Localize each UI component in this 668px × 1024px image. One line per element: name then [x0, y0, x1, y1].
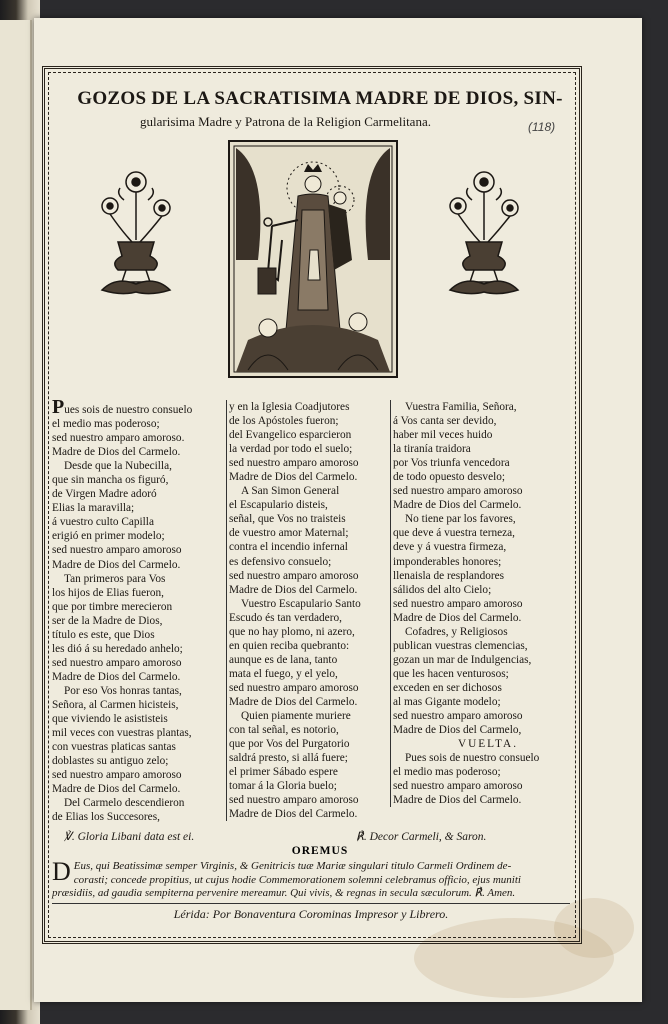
verse-line: contra el incendio infernal: [229, 541, 348, 554]
flower-vase-right-illustration: [444, 160, 524, 310]
verse-line: exceden en ser dichosos: [393, 681, 502, 694]
verse-line: los hijos de Elias fueron,: [52, 586, 165, 599]
verse-line: el Escapulario disteis,: [229, 499, 328, 512]
verse-line: Madre de Dios del Carmelo.: [393, 611, 522, 624]
oremus-heading: OREMUS: [291, 845, 349, 857]
verse-line: doblastes su antiguo zelo;: [52, 755, 169, 768]
flower-vase-left-illustration: [96, 160, 176, 310]
verse-line: Madre de Dios del Carmelo.: [229, 695, 358, 708]
verse-line: sed nuestro amparo amoroso: [52, 656, 182, 669]
verse-line: Madre de Dios del Carmelo.: [52, 783, 181, 796]
verse-line: á vuestro culto Capilla: [52, 516, 154, 529]
stanza-column-1: [52, 396, 224, 824]
verse-line: Madre de Dios del Carmelo.: [52, 446, 181, 459]
verse-line: que por Vos del Purgatorio: [229, 738, 350, 751]
verse-line: que por timbre merecieron: [52, 600, 173, 613]
prayer-drop-cap: D: [52, 857, 71, 886]
verse-line: el primer Sábado espere: [229, 766, 338, 779]
page-subtitle: gularisima Madre y Patrona de la Religion Carmelitana.: [140, 114, 431, 129]
verse-line: llenaisla de resplandores: [393, 569, 505, 582]
verse-line: que les hacen venturosos;: [393, 667, 509, 680]
verse-line: Escudo és tan verdadero,: [229, 611, 342, 624]
verse-line: Madre de Dios del Carmelo,: [393, 724, 522, 737]
verse-line: saldrá presto, si allá fuere;: [229, 752, 348, 765]
verse-line: erigió en primer modelo;: [52, 530, 165, 543]
verse-line: Por eso Vos honras tantas,: [64, 684, 182, 697]
verse-line: No tiene par los favores,: [405, 513, 516, 526]
verse-line: Vuestro Escapulario Santo: [241, 597, 361, 610]
verse-line: mata el fuego, y el yelo,: [229, 667, 338, 680]
virgin-of-carmel-woodcut: [228, 140, 398, 378]
verse-line: sálidos del alto Cielo;: [393, 583, 492, 596]
verse-line: de Virgen Madre adoró: [52, 488, 157, 501]
verse-line: de todo opuesto desvelo;: [393, 471, 506, 484]
verse-line: por Vos triunfa vencedora: [393, 457, 510, 470]
verse-line: al mas Gigante modelo;: [393, 695, 501, 708]
verse-line: sed nuestro amparo amoroso: [229, 457, 359, 470]
prayer-line: corasti; concede propitius, ut cujus hodie Commemorationem solemni celebramus officio, ejus muniti: [73, 873, 521, 886]
verse-line: mil veces con vuestras plantas,: [52, 727, 192, 740]
verse-line: el medio mas poderoso;: [52, 418, 160, 431]
stanza-column-2: [226, 400, 389, 821]
verse-line: deve y á vuestra firmeza,: [393, 541, 507, 554]
verse-line: sed nuestro amparo amoroso: [393, 780, 523, 793]
verse-line: Madre de Dios del Carmelo.: [393, 794, 522, 807]
verse-line: que deve á vuestra terneza,: [393, 527, 515, 540]
verse-line: de los Apóstoles fueron;: [229, 415, 339, 428]
verse-line: es defensivo consuelo;: [229, 555, 332, 568]
verse-line: Madre de Dios del Carmelo.: [229, 808, 358, 821]
vuelta-heading: VUELTA.: [457, 738, 519, 751]
verse-line: tomar á la Gloria buelo;: [229, 780, 337, 793]
verse-line: señal, que Vos no traisteis: [229, 513, 346, 526]
verse-line: que no hay plomo, ni azero,: [229, 625, 355, 638]
adjacent-page-edge: [0, 20, 32, 1010]
verse-line: aunque es de lana, tanto: [229, 653, 338, 666]
verse-line: sed nuestro amparo amoroso: [52, 544, 182, 557]
versicle: ℣. Gloria Libani data est ei.: [64, 831, 195, 843]
verse-line: Pues sois de nuestro consuelo: [405, 752, 540, 765]
verse-line: Señora, al Carmen hicisteis,: [52, 698, 179, 711]
verse-line: les dió á su heredado anhelo;: [52, 642, 183, 655]
verse-line: de vuestro amor Maternal;: [229, 527, 349, 540]
verse-line: que viviendo le asististeis: [52, 713, 168, 726]
verse-line: sed nuestro amparo amoroso: [393, 485, 523, 498]
verse-line: Madre de Dios del Carmelo.: [393, 499, 522, 512]
verse-line: con tal señal, es notorio,: [229, 724, 339, 737]
verse-line: Del Carmelo descendieron: [64, 797, 185, 810]
verse-line: publican vuestras clemencias,: [393, 639, 528, 652]
verse-line: imponderables honores;: [393, 555, 502, 568]
verse-line: de Elias los Succesores,: [52, 811, 160, 824]
verse-line: Tan primeros para Vos: [64, 572, 166, 585]
verse-line: Madre de Dios del Carmelo.: [52, 558, 181, 571]
verse-line: Madre de Dios del Carmelo.: [52, 670, 181, 683]
verse-line: sed nuestro amparo amoroso.: [52, 432, 185, 445]
divider: [52, 903, 570, 904]
handwritten-shelfmark: (118): [528, 120, 556, 134]
closing-prayer: [52, 857, 570, 901]
verse-line: la verdad por todo el suelo;: [229, 443, 353, 456]
verse-line: A San Simon General: [241, 485, 340, 498]
verse-line: ser de la Madre de Dios,: [52, 614, 163, 627]
verse-line: Madre de Dios del Carmelo.: [229, 471, 358, 484]
verse-line: sed nuestro amparo amoroso: [393, 597, 523, 610]
verse-line: sed nuestro amparo amoroso: [229, 569, 359, 582]
column-first-line: Pues sois de nuestro consuelo: [52, 396, 193, 418]
verse-line: Vuestra Familia, Señora,: [405, 401, 517, 413]
verse-line: sed nuestro amparo amoroso: [52, 769, 182, 782]
drop-cap-letter: P: [52, 396, 65, 418]
verse-line: gozan un mar de Indulgencias,: [393, 653, 532, 666]
verse-line: la tiranía traidora: [393, 443, 471, 456]
verse-line: y en la Iglesia Coadjutores: [229, 401, 350, 413]
prayer-line: præsidiis, ad gaudia sempiterna pervenire mereamur. Qui vivis, & regnas in secula sæculorum. ℟. Amen.: [52, 887, 516, 899]
verse-line: á Vos canta ser devido,: [393, 415, 497, 428]
verse-line: Desde que la Nubecilla,: [64, 460, 172, 473]
verse-line: el medio mas poderoso;: [393, 766, 501, 779]
verse-line: Madre de Dios del Carmelo.: [229, 583, 358, 596]
verse-line: sed nuestro amparo amoroso: [393, 710, 523, 723]
verse-line: Cofadres, y Religiosos: [405, 625, 508, 638]
printer-imprint: Lérida: Por Bonaventura Corominas Impresor y Librero.: [173, 907, 449, 921]
verse-line: Quien piamente muriere: [241, 710, 351, 723]
verse-line: que sin mancha os figuró,: [52, 474, 169, 487]
prayer-line: Eus, qui Beatissimæ semper Virginis, & Genitricis tuæ Mariæ singulari titulo Carmeli Ordinem de-: [73, 860, 512, 872]
stanza-column-3: [390, 400, 583, 807]
verse-line: sed nuestro amparo amoroso: [229, 794, 359, 807]
verse-line: sed nuestro amparo amoroso: [229, 681, 359, 694]
verse-line: haber mil veces huido: [393, 429, 493, 442]
verse-line: título es este, que Dios: [52, 628, 155, 641]
verse-line: con vuestras platicas santas: [52, 741, 176, 754]
page-title: GOZOS DE LA SACRATISIMA MADRE DE DIOS, SIN-: [77, 88, 563, 109]
verse-line: del Evangelico esparcieron: [229, 429, 352, 442]
response: ℟. Decor Carmeli, & Saron.: [356, 831, 487, 843]
verse-line: Elias la maravilla;: [52, 502, 135, 515]
verse-line: en quien reciba quebranto:: [229, 639, 350, 652]
